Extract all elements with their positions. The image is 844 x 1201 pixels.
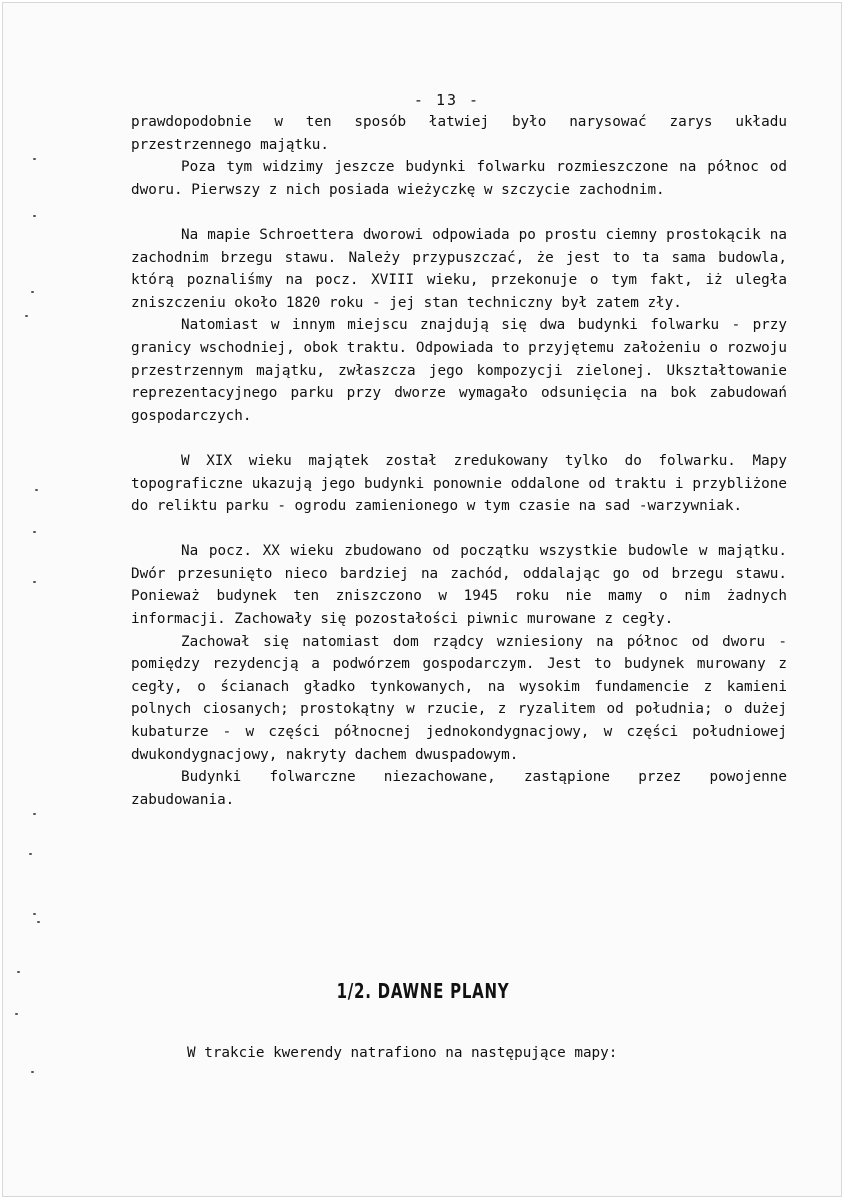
paragraph: Budynki folwarczne niezachowane, zastąpione przez powojenne zabudowania. xyxy=(131,769,787,808)
scan-speck xyxy=(31,291,34,293)
scan-speck xyxy=(25,315,28,317)
scan-speck xyxy=(33,531,36,533)
paragraph: Zachował się natomiast dom rządcy wzniesiony na północ od dworu - pomiędzy rezydencją a podwórzem gospodarczym. Jest to budynek murowany z cegły, o ścianach gładko tynkowanych, na wysokim fundamencie z kamieni polnych ciosanych; prostokątny w rzucie, z ryzalitem od południa; o dużej kubaturze - w części północnej jednokondygnacjowy, w części południowej dwukondygnacjowy, nakryty dachem dwuspadowym. xyxy=(131,633,787,763)
page-number: - 13 - xyxy=(413,91,481,109)
scan-speck xyxy=(31,1071,34,1073)
scan-speck xyxy=(33,581,36,583)
paragraph: Na mapie Schroettera dworowi odpowiada po prostu ciemny prostokącik na zachodnim brzegu stawu. Należy przypuszczać, że jest to ta sama budowla, którą poznaliśmy na pocz. XVIII wieku, przekonuje o tym fakt, iż uległa zniszczeniu około 1820 roku - jej stan techniczny był zatem zły. xyxy=(131,226,787,311)
paragraph: Poza tym widzimy jeszcze budynki folwarku rozmieszczone na północ od dworu. Pierwszy z nich posiada wieżyczkę w szczycie zachodnim. xyxy=(131,159,787,198)
scan-speck xyxy=(17,971,20,973)
paragraph: Na pocz. XX wieku zbudowano od początku wszystkie budowle w majątku. Dwór przesunięto nieco bardziej na zachód, oddalając go od brzegu stawu. Ponieważ budynek ten zniszczono w 1945 roku nie mamy o nim żadnych informacji. Zachowały się pozostałości piwnic murowane z cegły. xyxy=(131,543,787,628)
body-text xyxy=(131,111,787,811)
paragraph: prawdopodobnie w ten sposób łatwiej było narysować zarys układu przestrzennego majątku. xyxy=(131,114,787,153)
scan-speck xyxy=(33,215,36,217)
closing-line: W trakcie kwerendy natrafiono na następujące mapy: xyxy=(187,1045,618,1061)
paragraph: W XIX wieku majątek został zredukowany tylko do folwarku. Mapy topograficzne ukazują jego budynki ponownie oddalone od traktu i przybliżone do reliktu parku - ogrodu zamienionego w tym czasie na sad -warzywniak. xyxy=(131,452,787,515)
paragraph: Natomiast w innym miejscu znajdują się dwa budynki folwarku - przy granicy wschodniej, obok traktu. Odpowiada to przyjętemu założeniu o rozwoju przestrzennym majątku, zwłaszcza jego kompozycji zielonej. Ukształtowanie reprezentacyjnego parku przy dworze wymagało odsunięcia na bok zabudowań gospodarczych. xyxy=(131,317,787,424)
scan-speck xyxy=(37,921,40,923)
section-heading: 1/2. DAWNE PLANY xyxy=(336,979,510,1003)
scan-speck xyxy=(29,853,32,855)
scan-speck xyxy=(33,813,36,815)
scan-speck xyxy=(33,913,36,915)
scan-speck xyxy=(15,1013,18,1015)
document-page xyxy=(2,2,842,1197)
scan-speck xyxy=(35,489,38,491)
scan-speck xyxy=(33,158,36,160)
